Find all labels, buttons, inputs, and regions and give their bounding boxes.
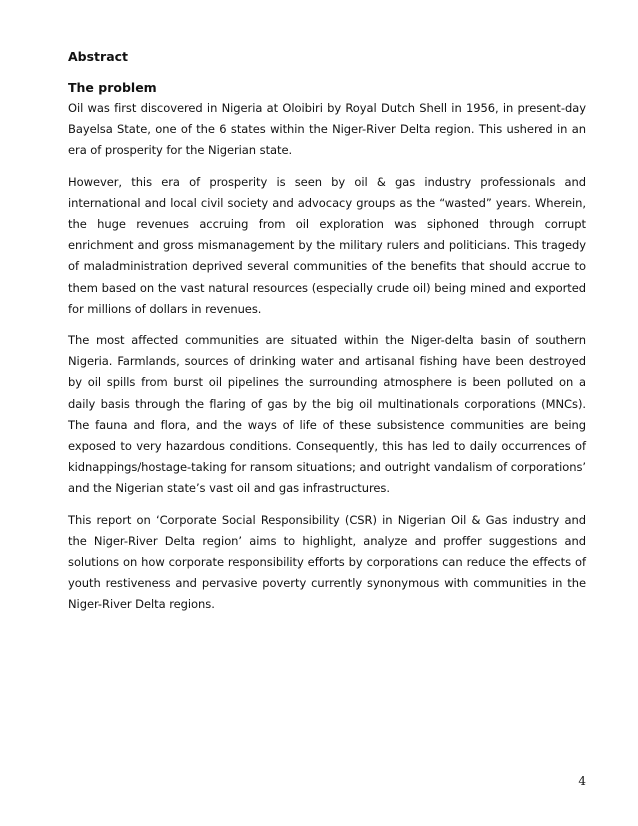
- section-heading: The problem: [68, 79, 157, 95]
- paragraph-discovery: Oil was first discovered in Nigeria at Oloibiri by Royal Dutch Shell in 1956, in present-day Bayelsa State, one of the 6 states within the Niger-River Delta region. This ushered in an era of prosperity for the Nigerian state.: [68, 101, 586, 158]
- paragraph-affected-communities: The most affected communities are situated within the Niger-delta basin of southern Nigeria. Farmlands, sources of drinking water and artisanal fishing have been destroyed by oil spills from burst oil pipelines the surrounding atmosphere is been polluted on a daily basis through the flaring of gas by the big oil multinationals corporations (MNCs). The fauna and flora, and the ways of life of these subsistence communities are being exposed to very hazardous conditions. Consequently, this has led to daily occurrences of kidnappings/hostage-taking for ransom situations; and outright vandalism of corporations’ and the Nigerian state’s vast oil and gas infrastructures.: [68, 333, 586, 496]
- abstract-heading: Abstract: [68, 49, 129, 64]
- paragraph-report-aims: This report on ‘Corporate Social Responsibility (CSR) in Nigerian Oil & Gas industry and the Niger-River Delta region’ aims to highlight, analyze and proffer suggestions and solutions on how corporate responsibility efforts by corporations can reduce the effects of youth restiveness and pervasive poverty currently synonymous with communities in the Niger-River Delta regions.: [68, 512, 586, 612]
- paragraph-wasted-years: However, this era of prosperity is seen by oil & gas industry professionals and international and local civil society and advocacy groups as the “wasted” years. Wherein, the huge revenues accruing from oil exploration was siphoned through corrupt enrichment and gross mismanagement by the military rulers and politicians. This tragedy of maladministration deprived several communities of the benefits that should accrue to them based on the vast natural resources (especially crude oil) being mined and exported for millions of dollars in revenues.: [68, 174, 586, 316]
- page-number: 4: [578, 774, 586, 788]
- page-content: [68, 51, 586, 626]
